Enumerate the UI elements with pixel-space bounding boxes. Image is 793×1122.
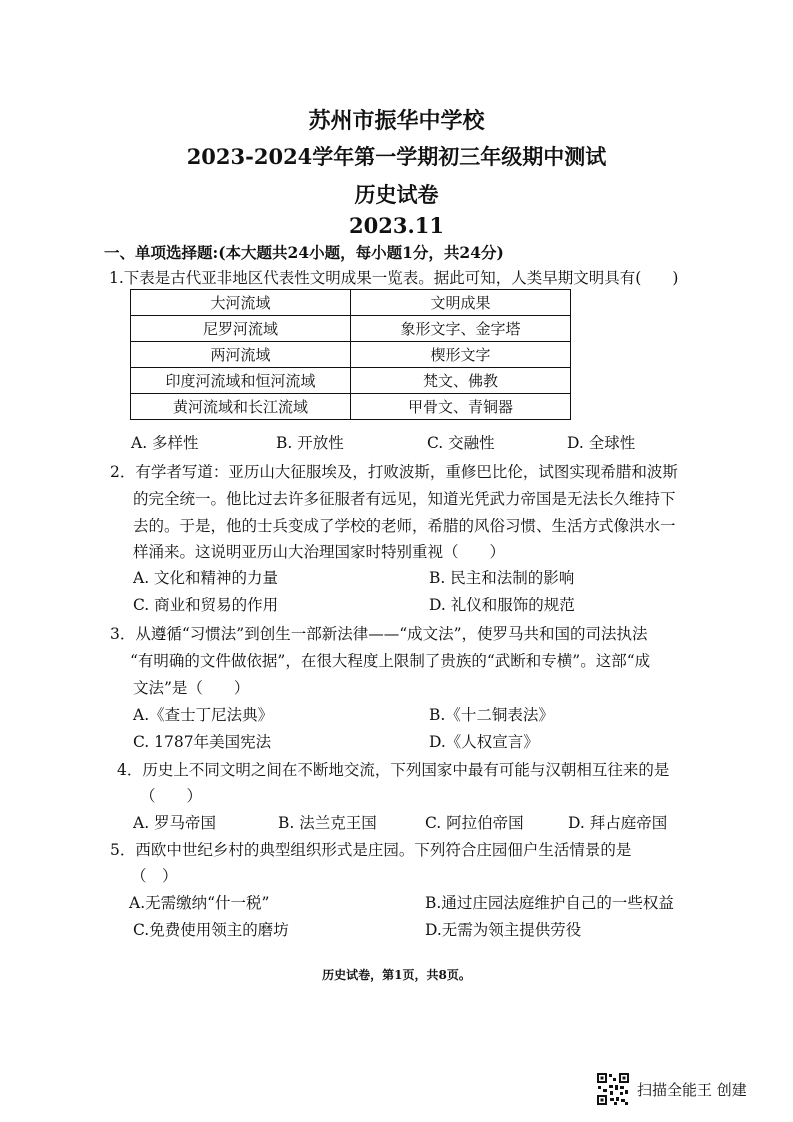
table-header-row bbox=[131, 290, 571, 316]
school-title: 苏州市振华中学校 bbox=[308, 108, 485, 134]
q4-option-c: C. 阿拉伯帝国 bbox=[425, 814, 524, 832]
q5-option-d: D.无需为领主提供劳役 bbox=[425, 921, 582, 939]
table-cell: 印度河流域和恒河流域 bbox=[131, 368, 351, 394]
table-cell: 楔形文字 bbox=[351, 342, 571, 368]
exam-title: 2023-2024学年第一学期初三年级期中测试 bbox=[186, 144, 607, 169]
q1-option-c: C. 交融性 bbox=[427, 434, 495, 452]
table-cell: 尼罗河流域 bbox=[131, 316, 351, 342]
q2-line-1: 2．有学者写道：亚历山大征服埃及，打败波斯，重修巴比伦，试图实现希腊和波斯 bbox=[110, 463, 678, 481]
q2-option-a: A. 文化和精神的力量 bbox=[133, 569, 279, 587]
q1-option-a: A. 多样性 bbox=[131, 434, 199, 452]
page-footer: 历史试卷，第1页，共8页。 bbox=[322, 968, 471, 982]
scanner-watermark: 扫描全能王 创建 bbox=[637, 1081, 747, 1099]
q3-option-d: D.《人权宣言》 bbox=[429, 733, 539, 751]
subject-title: 历史试卷 bbox=[354, 182, 439, 207]
table-cell: 甲骨文、青铜器 bbox=[351, 394, 571, 420]
q3-line-1: 3．从遵循“习惯法”到创生一部新法律——“成文法”，使罗马共和国的司法执法 bbox=[110, 625, 648, 643]
exam-date: 2023.11 bbox=[349, 213, 444, 238]
q3-line-3: 文法”是（ ） bbox=[133, 679, 250, 697]
q2-line-4: 样涌来。这说明亚历山大治理国家时特别重视（ ） bbox=[133, 543, 506, 561]
table-row bbox=[131, 394, 571, 420]
q1-option-b: B. 开放性 bbox=[276, 434, 344, 452]
q3-option-a: A.《查士丁尼法典》 bbox=[133, 706, 274, 724]
table-cell: 黄河流域和长江流域 bbox=[131, 394, 351, 420]
q5-line-1: 5．西欧中世纪乡村的典型组织形式是庄园。下列符合庄园佃户生活情景的是 bbox=[110, 841, 632, 859]
table-cell: 两河流域 bbox=[131, 342, 351, 368]
table-header-cell: 大河流域 bbox=[131, 290, 351, 316]
q1-option-d: D. 全球性 bbox=[567, 434, 636, 452]
table-row bbox=[131, 316, 571, 342]
q2-option-d: D. 礼仪和服饰的规范 bbox=[429, 596, 575, 614]
q2-option-c: C. 商业和贸易的作用 bbox=[133, 596, 279, 614]
table-header-cell: 文明成果 bbox=[351, 290, 571, 316]
qr-code-icon bbox=[596, 1072, 630, 1106]
q5-option-a: A.无需缴纳“什一税” bbox=[129, 894, 270, 912]
table-cell: 象形文字、金字塔 bbox=[351, 316, 571, 342]
q5-option-b: B.通过庄园法庭维护自己的一些权益 bbox=[425, 894, 674, 912]
q4-option-a: A. 罗马帝国 bbox=[133, 814, 217, 832]
q5-line-2: （ ） bbox=[131, 867, 178, 885]
table-cell: 梵文、佛教 bbox=[351, 368, 571, 394]
q3-option-c: C. 1787年美国宪法 bbox=[133, 733, 272, 751]
table-row bbox=[131, 368, 571, 394]
q2-line-2: 的完全统一。他比过去许多征服者有远见，知道光凭武力帝国是无法长久维持下 bbox=[133, 490, 676, 508]
q3-option-b: B.《十二铜表法》 bbox=[429, 706, 554, 724]
q3-line-2: “有明确的文件做依据”，在很大程度上限制了贵族的“武断和专横”。这部“成 bbox=[130, 652, 651, 670]
q5-option-c: C.免费使用领主的磨坊 bbox=[133, 921, 289, 939]
section-1-title: 一、单项选择题:(本大题共24小题，每小题1分，共24分) bbox=[104, 243, 504, 262]
table-row bbox=[131, 342, 571, 368]
q1-stem: 1.下表是古代亚非地区代表性文明成果一览表。据此可知，人类早期文明具有( ) bbox=[109, 269, 679, 287]
q4-line-1: 4．历史上不同文明之间在不断地交流，下列国家中最有可能与汉朝相互往来的是 bbox=[117, 761, 670, 779]
q4-option-b: B. 法兰克王国 bbox=[278, 814, 377, 832]
q2-line-3: 去的。于是，他的士兵变成了学校的老师，希腊的风俗习惯、生活方式像洪水一 bbox=[133, 517, 676, 535]
q2-option-b: B. 民主和法制的影响 bbox=[429, 569, 575, 587]
q4-line-2: （ ） bbox=[140, 787, 203, 805]
civilization-table bbox=[130, 289, 571, 420]
q4-option-d: D. 拜占庭帝国 bbox=[568, 814, 668, 832]
